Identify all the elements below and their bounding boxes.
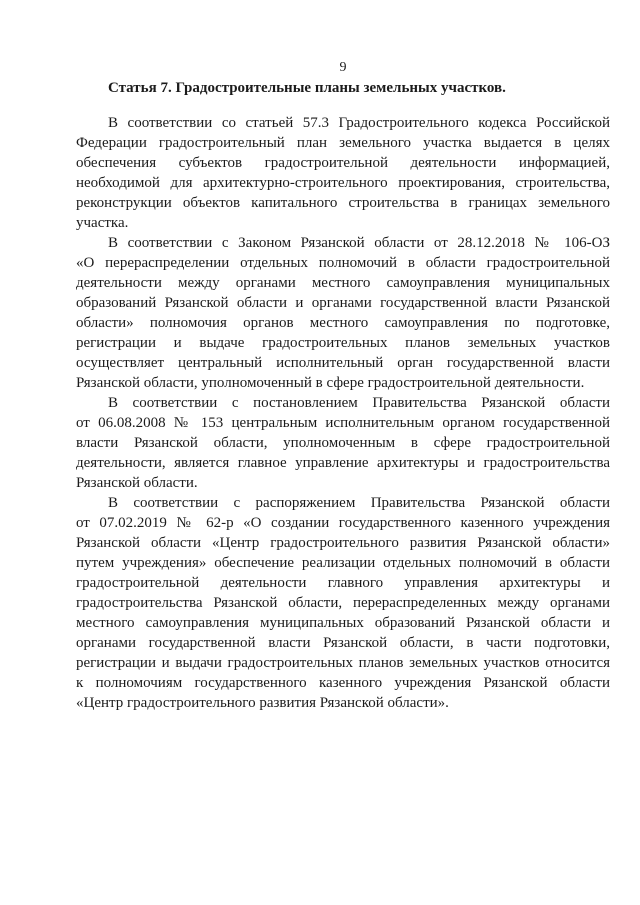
- paragraph-line: необходимой для архитектурно-строительного проектирования, строительства,: [76, 175, 610, 191]
- paragraph-line: осуществляет центральный исполнительный орган государственной власти: [76, 355, 610, 371]
- paragraph-line: В соответствии со статьей 57.3 Градостроительного кодекса Российской: [108, 115, 610, 131]
- paragraph-line: Федерации градостроительный план земельного участка выдается в целях: [76, 135, 610, 151]
- document-page: [76, 58, 610, 713]
- paragraph: [76, 393, 610, 493]
- paragraph-line: «Центр градостроительного развития Рязанской области».: [76, 695, 449, 711]
- paragraph-line: власти Рязанской области, уполномоченным в сфере градостроительной: [76, 435, 610, 451]
- paragraph-line: В соответствии с распоряжением Правительства Рязанской области: [108, 495, 610, 511]
- paragraph: [76, 233, 610, 393]
- paragraph-line: градостроительной деятельности главного управления архитектуры и: [76, 575, 610, 591]
- paragraph-line: обеспечения субъектов градостроительной деятельности информацией,: [76, 155, 610, 171]
- page-number: 9: [339, 60, 347, 75]
- paragraph-line: «О перераспределении отдельных полномочий в области градостроительной: [76, 255, 610, 271]
- paragraph-line: от 07.02.2019 № 62-р «О создании государственного казенного учреждения: [76, 515, 610, 531]
- paragraph-line: В соответствии с постановлением Правительства Рязанской области: [108, 395, 610, 411]
- article-heading: Статья 7. Градостроительные планы земельных участков.: [108, 80, 506, 96]
- paragraph-line: деятельности между органами местного самоуправления муниципальных: [76, 275, 610, 291]
- paragraph-line: органами государственной власти Рязанской области, в части подготовки,: [76, 635, 610, 651]
- paragraph-line: Рязанской области, уполномоченный в сфере градостроительной деятельности.: [76, 375, 585, 391]
- paragraph-line: области» полномочия органов местного самоуправления по подготовке,: [76, 315, 610, 331]
- paragraph-line: путем учреждения» обеспечение реализации отдельных полномочий в области: [76, 555, 610, 571]
- paragraph-line: местного самоуправления муниципальных образований Рязанской области и: [76, 615, 610, 631]
- paragraph: [76, 493, 610, 713]
- paragraph-line: регистрации и выдачи градостроительных планов земельных участков относится: [76, 655, 610, 671]
- paragraph: [76, 113, 610, 233]
- paragraph-line: регистрации и выдаче градостроительных планов земельных участков: [76, 335, 610, 351]
- paragraph-line: Рязанской области «Центр градостроительного развития Рязанской области»: [76, 535, 610, 551]
- paragraph-line: к полномочиям государственного казенного учреждения Рязанской области: [76, 675, 610, 691]
- paragraph-line: В соответствии с Законом Рязанской области от 28.12.2018 № 106-ОЗ: [108, 235, 610, 251]
- paragraph-line: от 06.08.2008 № 153 центральным исполнительным органом государственной: [76, 415, 610, 431]
- article-body: [76, 113, 610, 713]
- paragraph-line: Рязанской области.: [76, 475, 198, 491]
- paragraph-line: деятельности, является главное управление архитектуры и градостроительства: [76, 455, 610, 471]
- paragraph-line: реконструкции объектов капитального строительства в границах земельного: [76, 195, 610, 211]
- paragraph-line: образований Рязанской области и органами государственной власти Рязанской: [76, 295, 610, 311]
- paragraph-line: градостроительства Рязанской области, перераспределенных между органами: [76, 595, 610, 611]
- paragraph-line: участка.: [76, 215, 129, 231]
